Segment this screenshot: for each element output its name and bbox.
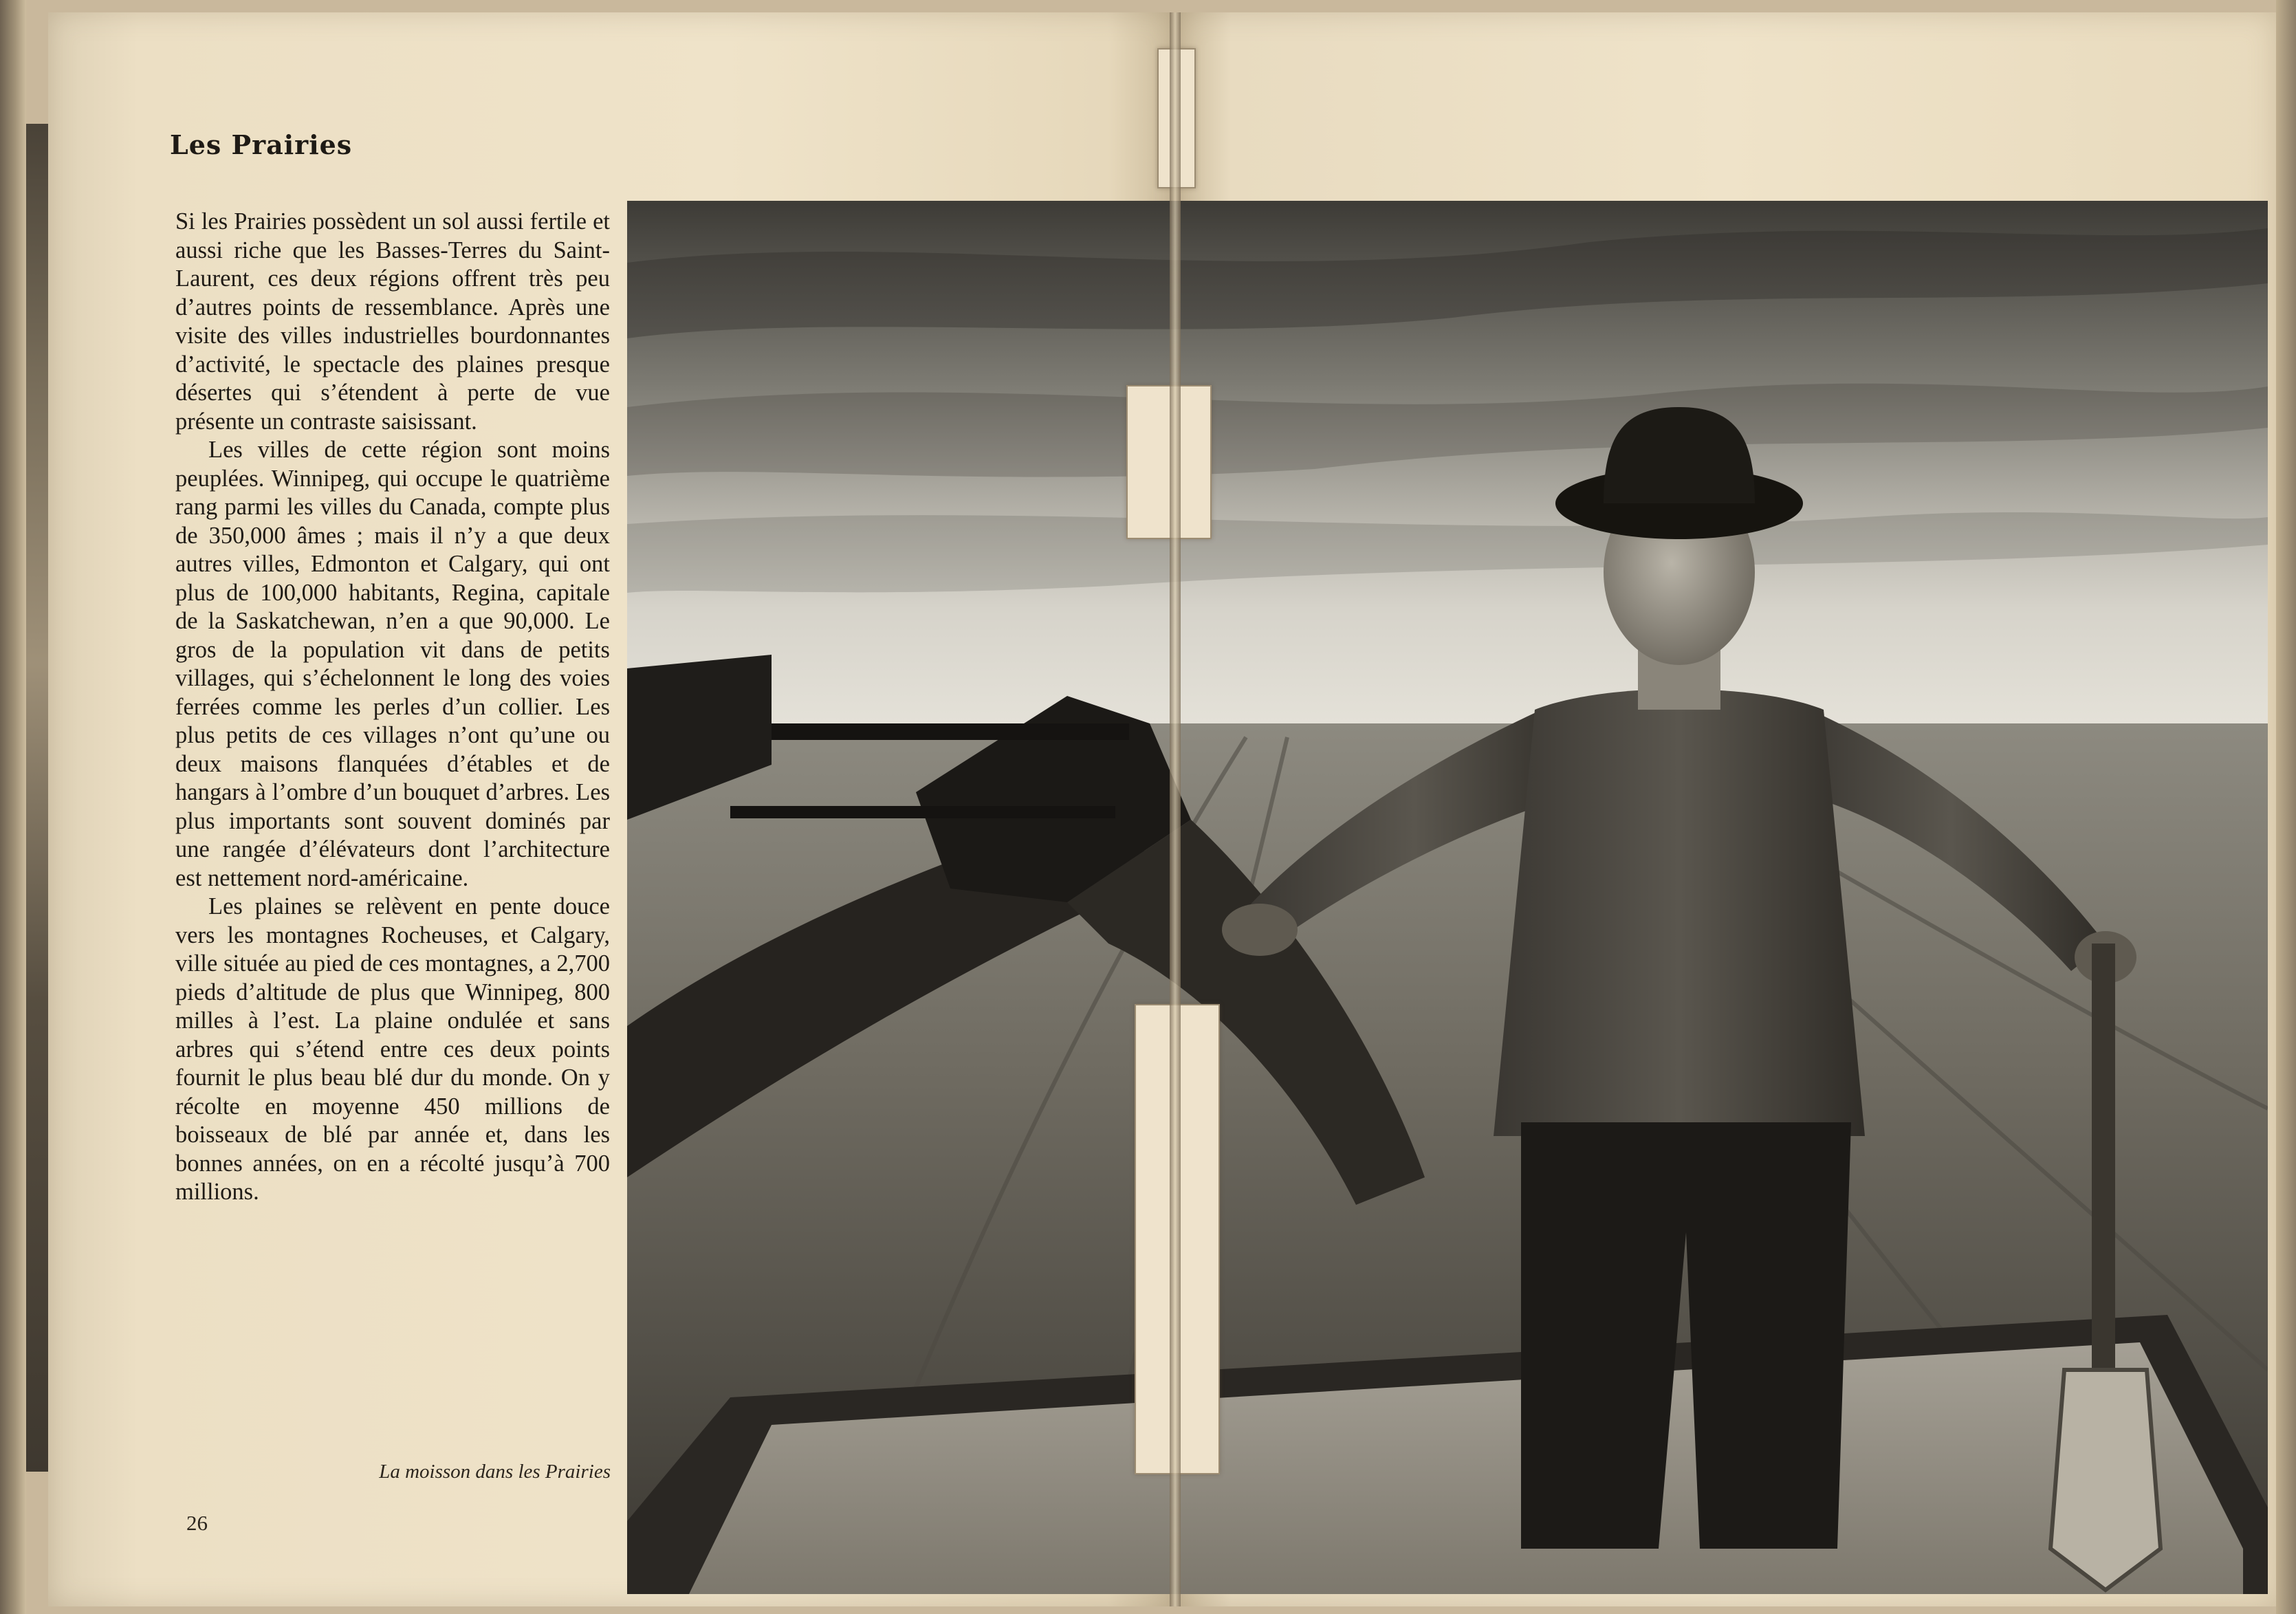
clouds — [627, 228, 2268, 593]
paragraph-2: Les villes de cette région sont moins peuplées. Winnipeg, qui occupe le quatrième rang parmi les villes du Canada, compte plus de 350,000 âmes ; mais il n’y a que deux autres villes, Edmonton et Calgary, qui ont plus de 100,000 habitants, Regina, capitale de la Saskatchewan, n’en a que 90,000. Le gros de la population vit dans de petits villages, qui s’échelonnent le long des voies ferrées comme les perles d’un collier. Les plus petits de ces villages n’ont qu’une ou deux maisons flanquées d’étables et de hangars à l’ombre d’un bouquet d’arbres. Les plus importants sont souvent dominés par une rangée d’élévateurs dont l’architecture est nettement nord-américaine. — [175, 437, 610, 891]
paragraph-1: Si les Prairies possèdent un sol aussi fertile et aussi riche que les Basses-Terres du Saint-Laurent, ces deux régions offrent très peu d’autres points de ressemblance. Après une visite des villes industrielles bourdonnantes d’activité, le spectacle des plaines presque désertes qui s’étendent à perte de vue présente un contraste saisissant. — [175, 208, 610, 435]
photo-caption: La moisson dans les Prairies — [379, 1461, 611, 1483]
paragraph-3: Les plaines se relèvent en pente douce vers les montagnes Rocheuses, et Calgary, ville située au pied de ces montagnes, a 2,700 pieds d’altitude de plus que Winnipeg, 800 milles à l’est. La plaine ondulée et sans arbres qui s’étend entre ces deux points fournit le plus beau blé dur du monde. On y récolte en moyenne 450 millions de boisseaux de blé par année et, dans les bonnes années, on en a récolté jusqu’à 700 millions. — [175, 893, 610, 1205]
scan-right-edge — [2276, 0, 2296, 1614]
scan-left-edge — [0, 0, 26, 1614]
binding-tape-middle — [1126, 385, 1212, 539]
section-title: Les Prairies — [170, 129, 353, 160]
gutter-fold — [1170, 12, 1181, 1606]
body-text — [175, 208, 610, 1207]
page-number: 26 — [186, 1511, 208, 1535]
harvest-photograph — [627, 201, 2268, 1594]
